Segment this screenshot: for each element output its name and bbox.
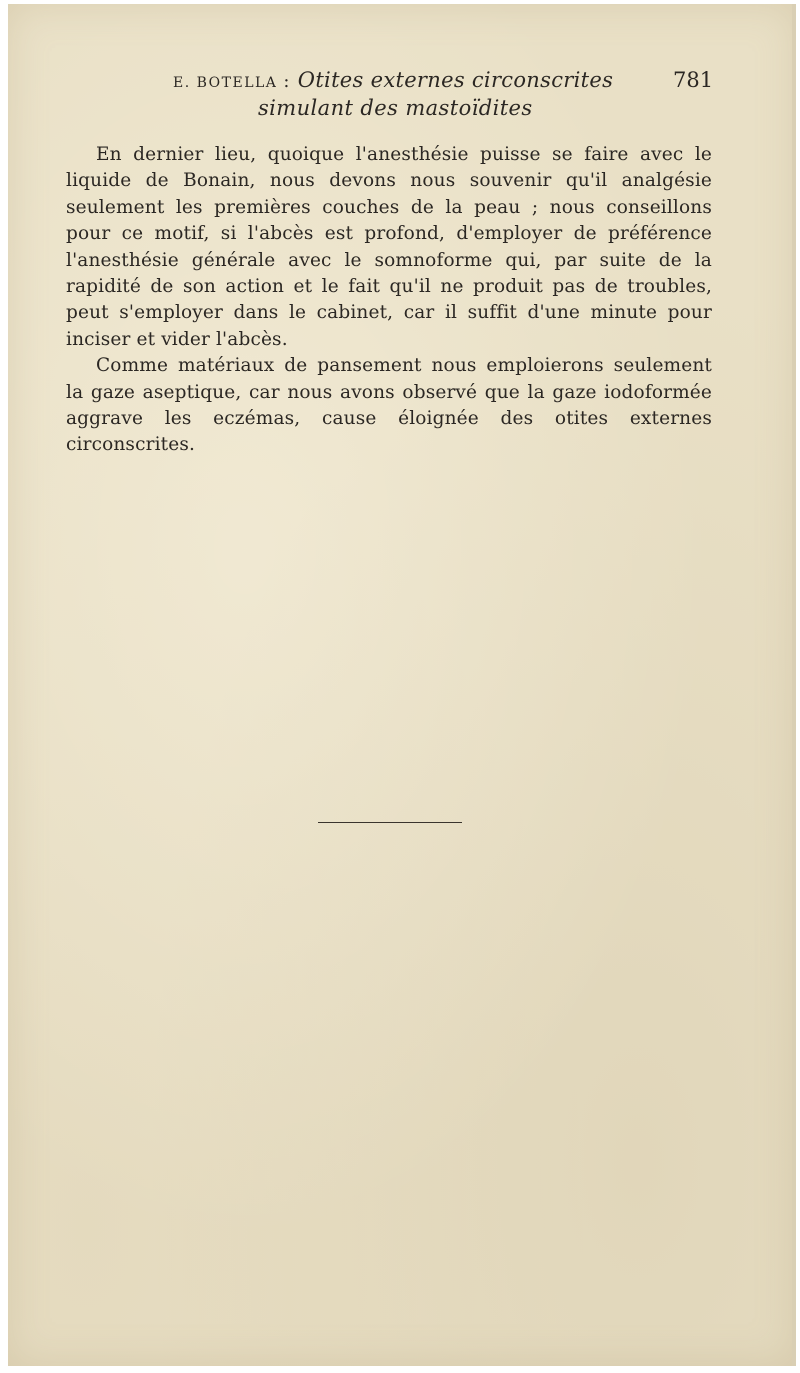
author-name: E. BOTELLA [173, 75, 278, 91]
book-page [8, 4, 796, 1366]
running-head-line-1 [173, 68, 613, 92]
body-text [66, 142, 712, 459]
paragraph: En dernier lieu, quoique l'anesthésie puisse se faire avec le liquide de Bonain, nous devons nous souvenir qu'il analgésie seulement les premières couches de la peau ; nous conseillons pour ce motif, si l'abcès est profond, d'employer de préférence l'anesthésie générale avec le somnoforme qui, par suite de la rapidité de son action et le fait qu'il ne produit pas de troubles, peut s'employer dans le cabinet, car il suffit d'une minute pour inciser et vider l'abcès. [66, 144, 712, 350]
page-number: 781 [673, 68, 714, 92]
paragraph: Comme matériaux de pansement nous emploierons seulement la gaze aseptique, car nous avons observé que la gaze iodoformée aggrave les eczémas, cause éloignée des otites externes circonscrites. [66, 355, 712, 456]
page-edge [792, 4, 796, 1366]
article-title-line-2: simulant des mastoïdites [258, 96, 533, 120]
running-head [8, 68, 796, 128]
end-rule [318, 822, 462, 823]
head-separator: : [283, 71, 290, 92]
article-title-line-1: Otites externes circonscrites [297, 68, 614, 92]
